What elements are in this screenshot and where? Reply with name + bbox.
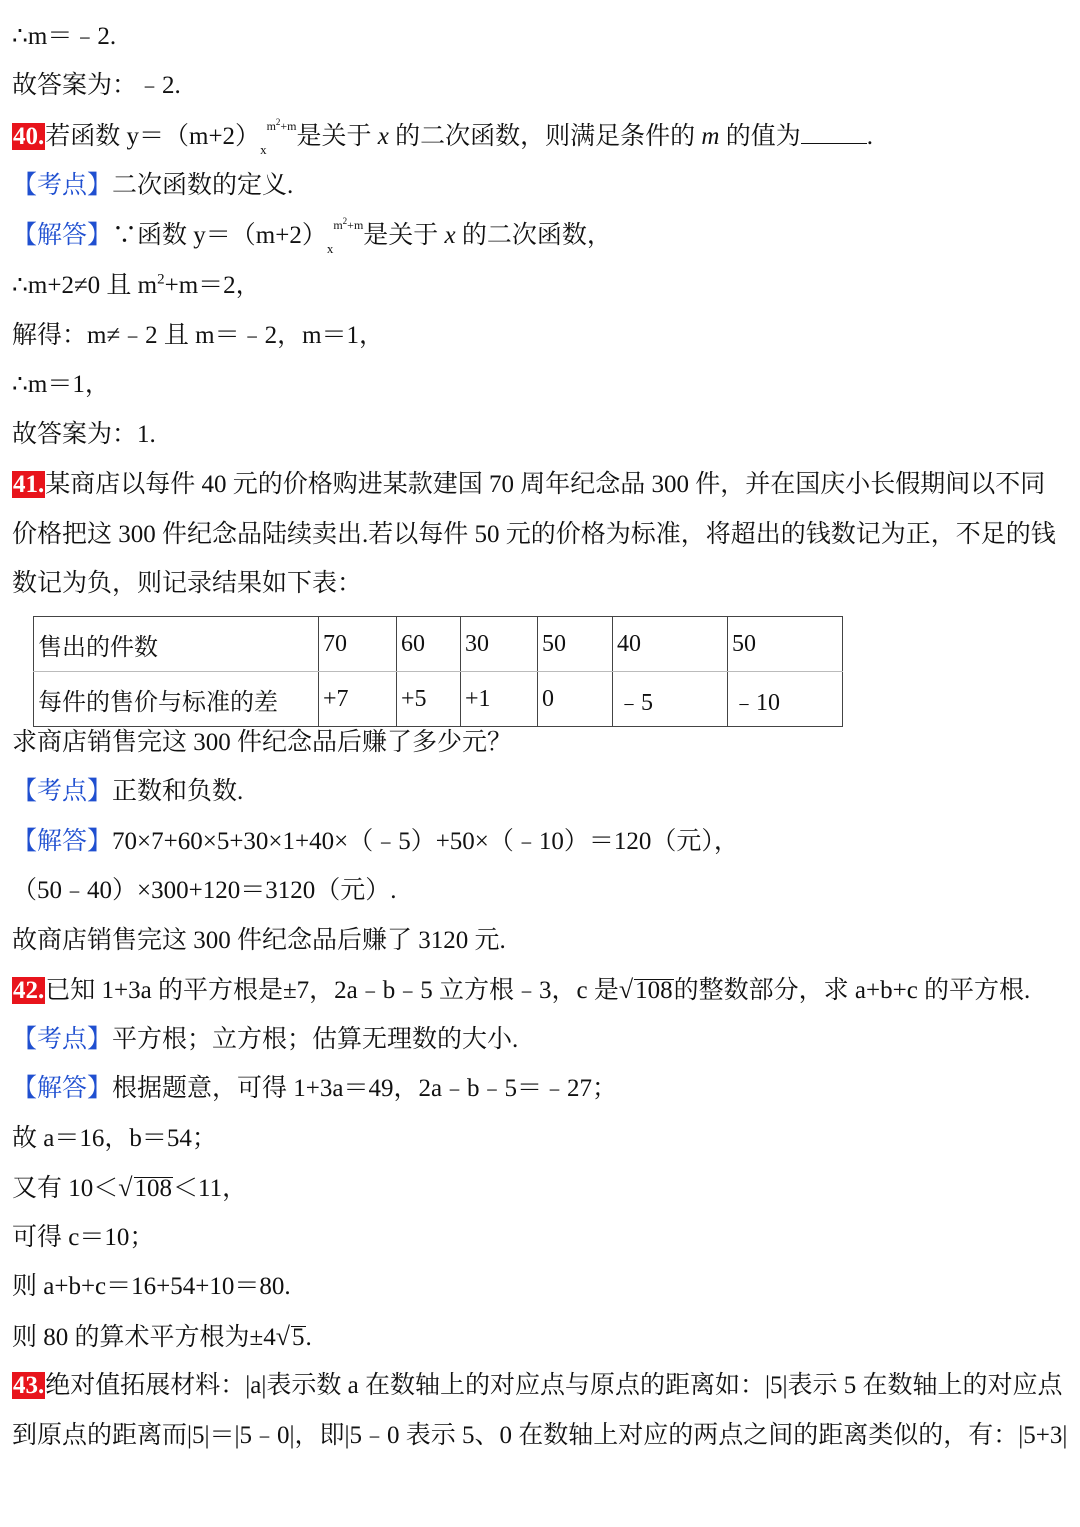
table-cell: ﹣10 bbox=[728, 672, 843, 727]
formula-text: y＝（m+2） bbox=[193, 222, 327, 249]
text: 某商店以每件 40 元的价格购进某款建国 70 周年纪念品 300 件，并在国庆小长假期间以不同 bbox=[45, 471, 1046, 498]
exponent: m2+m bbox=[266, 117, 297, 133]
jieda-tag: 【解答】 bbox=[12, 222, 113, 249]
question-41-stem bbox=[12, 470, 1045, 500]
text: . bbox=[866, 123, 873, 150]
text: 则 80 的算术平方根为±4 bbox=[12, 1324, 276, 1351]
text-line: ∴m＝﹣2. bbox=[12, 23, 117, 50]
table-cell: +1 bbox=[461, 672, 538, 727]
radicand: 108 bbox=[134, 1175, 173, 1202]
question-number: 40. bbox=[13, 123, 45, 150]
question-42-stem bbox=[12, 975, 1030, 1006]
var-x: x bbox=[444, 222, 456, 249]
solution-line: ∴m＝1， bbox=[12, 371, 110, 398]
radicand: 5 bbox=[292, 1324, 305, 1351]
radicand: 108 bbox=[635, 977, 673, 1004]
solution-line bbox=[12, 1173, 247, 1204]
kaodian-line bbox=[12, 777, 243, 807]
text: +m＝2， bbox=[164, 272, 261, 299]
table-cell: 0 bbox=[538, 672, 613, 727]
text-line: 到原点的距离而|5|＝|5﹣0|，即|5﹣0 表示 5、0 在数轴上对应的两点之间的距离类似的，有：|5+3| bbox=[12, 1422, 1068, 1449]
kaodian-tag: 【考点】 bbox=[12, 1026, 113, 1053]
solution-line: 故答案为：1. bbox=[12, 421, 156, 448]
text: 绝对值拓展材料：|a|表示数 a 在数轴上的对应点与原点的距离如：|5|表示 5 在数轴上的对应点 bbox=[45, 1372, 1063, 1399]
jieda-line bbox=[12, 216, 612, 256]
kaodian-text: 二次函数的定义. bbox=[112, 172, 294, 199]
question-40-stem bbox=[12, 117, 873, 157]
solution-line: 则 a+b+c＝16+54+10＝80. bbox=[12, 1273, 291, 1300]
solution-line: 故 a＝16，b＝54； bbox=[12, 1125, 217, 1152]
kaodian-line bbox=[12, 171, 293, 201]
question-number: 42. bbox=[13, 977, 45, 1004]
question-number: 41. bbox=[13, 471, 45, 498]
row-label: 售出的件数 bbox=[34, 617, 319, 672]
var-x: x bbox=[377, 123, 389, 150]
sales-table bbox=[33, 616, 843, 727]
text: 若函数 bbox=[45, 123, 127, 150]
table-cell: +7 bbox=[319, 672, 397, 727]
exponent: m2+m bbox=[333, 216, 364, 232]
jieda-tag: 【解答】 bbox=[12, 828, 113, 855]
solution-line: 故商店销售完这 300 件纪念品后赚了 3120 元. bbox=[12, 927, 506, 954]
sqrt-icon: √ bbox=[275, 1322, 291, 1351]
kaodian-text: 平方根；立方根；估算无理数的大小. bbox=[112, 1026, 519, 1053]
solution-line: 解得：m≠﹣2 且 m＝﹣2，m＝1， bbox=[12, 322, 385, 349]
sqrt-icon: √ bbox=[618, 975, 634, 1004]
base-x: x bbox=[326, 241, 334, 256]
text: ∴m+2≠0 且 m bbox=[12, 272, 158, 299]
text: 的二次函数， bbox=[455, 222, 612, 249]
text: ∵函数 bbox=[112, 222, 194, 249]
formula-text: y＝（m+2） bbox=[126, 123, 261, 150]
table-cell: ﹣5 bbox=[613, 672, 728, 727]
table-cell: 70 bbox=[319, 617, 397, 672]
kaodian-text: 正数和负数. bbox=[112, 778, 244, 805]
text: 是关于 bbox=[363, 222, 445, 249]
var-m: m bbox=[701, 123, 720, 150]
text: ＜11， bbox=[173, 1175, 248, 1202]
table-cell: 50 bbox=[538, 617, 613, 672]
sqrt-icon: √ bbox=[118, 1173, 133, 1202]
text-line: 数记为负，则记录结果如下表： bbox=[12, 570, 363, 597]
superscript: 2 bbox=[157, 271, 165, 288]
jieda-tag: 【解答】 bbox=[12, 1075, 113, 1102]
power-expression bbox=[326, 216, 364, 256]
kaodian-line bbox=[12, 1025, 518, 1055]
table-cell: 50 bbox=[728, 617, 843, 672]
table-row bbox=[34, 617, 843, 672]
text: 的值为 bbox=[719, 123, 801, 150]
table-cell: +5 bbox=[397, 672, 461, 727]
text: 的整数部分，求 a+b+c 的平方根. bbox=[673, 977, 1031, 1004]
text: 根据题意，可得 1+3a＝49，2a﹣b﹣5＝﹣27； bbox=[112, 1075, 618, 1102]
jieda-line bbox=[12, 1074, 617, 1104]
table-row bbox=[34, 672, 843, 727]
table-cell: 40 bbox=[613, 617, 728, 672]
text-line: 价格把这 300 件纪念品陆续卖出.若以每件 50 元的价格为标准，将超出的钱数记为正，不足的钱 bbox=[12, 521, 1056, 548]
row-label: 每件的售价与标准的差 bbox=[34, 672, 319, 727]
solution-line: 可得 c＝10； bbox=[12, 1224, 155, 1251]
solution-line bbox=[12, 1322, 312, 1353]
text: 的二次函数，则满足条件的 bbox=[388, 123, 702, 150]
jieda-line bbox=[12, 827, 739, 857]
solution-line: （50﹣40）×300+120＝3120（元）. bbox=[12, 877, 397, 904]
question-43-stem bbox=[12, 1371, 1062, 1401]
text: 是关于 bbox=[296, 123, 378, 150]
text: . bbox=[305, 1324, 312, 1351]
kaodian-tag: 【考点】 bbox=[12, 172, 113, 199]
text: 已知 1+3a 的平方根是±7，2a﹣b﹣5 立方根﹣3，c 是 bbox=[45, 977, 619, 1004]
kaodian-tag: 【考点】 bbox=[12, 778, 113, 805]
power-expression bbox=[260, 117, 297, 157]
question-number: 43. bbox=[13, 1372, 45, 1399]
table-cell: 30 bbox=[461, 617, 538, 672]
answer-blank[interactable] bbox=[801, 121, 867, 144]
base-x: x bbox=[260, 142, 267, 157]
text: 又有 10＜ bbox=[12, 1175, 119, 1202]
text: 70×7+60×5+30×1+40×（﹣5）+50×（﹣10）＝120（元）， bbox=[112, 828, 739, 855]
table-cell: 60 bbox=[397, 617, 461, 672]
solution-line bbox=[12, 271, 261, 301]
text-line: 求商店销售完这 300 件纪念品后赚了多少元？ bbox=[12, 729, 513, 756]
text-line: 故答案为：﹣2. bbox=[12, 72, 181, 99]
